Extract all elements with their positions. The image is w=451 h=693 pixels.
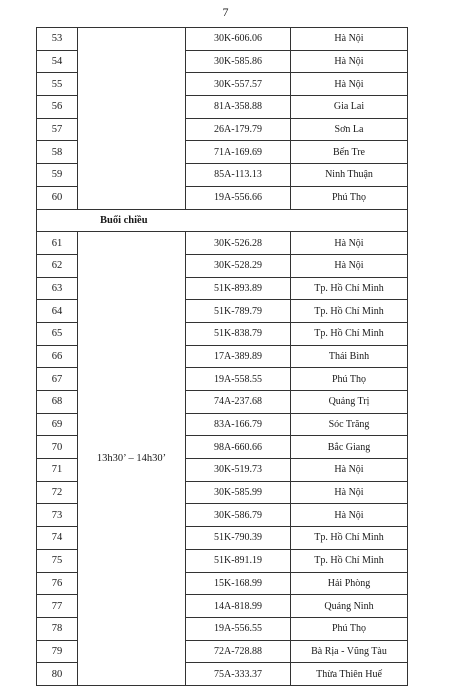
row-number: 79: [37, 640, 78, 663]
plate-auction-table: [36, 27, 408, 686]
plate-number: 71A-169.69: [186, 141, 291, 164]
row-number: 68: [37, 391, 78, 414]
table-body: [37, 28, 408, 686]
province: Bến Tre: [291, 141, 408, 164]
plate-number: 30K-585.86: [186, 50, 291, 73]
province: Tp. Hồ Chí Minh: [291, 277, 408, 300]
province: Hà Nội: [291, 232, 408, 255]
row-number: 63: [37, 277, 78, 300]
plate-number: 85A-113.13: [186, 164, 291, 187]
province: Hà Nội: [291, 254, 408, 277]
province: Sóc Trăng: [291, 413, 408, 436]
province: Hải Phòng: [291, 572, 408, 595]
province: Hà Nội: [291, 504, 408, 527]
province: Hà Nội: [291, 28, 408, 51]
row-number: 56: [37, 96, 78, 119]
row-number: 64: [37, 300, 78, 323]
time-slot-cell: 13h30’ – 14h30’: [78, 232, 186, 686]
province: Bắc Giang: [291, 436, 408, 459]
province: Quảng Ninh: [291, 595, 408, 618]
row-number: 78: [37, 617, 78, 640]
plate-number: 26A-179.79: [186, 118, 291, 141]
province: Tp. Hồ Chí Minh: [291, 549, 408, 572]
province: Bà Rịa - Vũng Tàu: [291, 640, 408, 663]
province: Sơn La: [291, 118, 408, 141]
row-number: 80: [37, 663, 78, 686]
province: Hà Nội: [291, 459, 408, 482]
province: Phú Thọ: [291, 186, 408, 209]
row-number: 70: [37, 436, 78, 459]
time-slot-cell: [78, 28, 186, 210]
row-number: 72: [37, 481, 78, 504]
row-number: 61: [37, 232, 78, 255]
plate-number: 15K-168.99: [186, 572, 291, 595]
plate-number: 98A-660.66: [186, 436, 291, 459]
plate-number: 51K-790.39: [186, 527, 291, 550]
row-number: 77: [37, 595, 78, 618]
plate-number: 74A-237.68: [186, 391, 291, 414]
section-header-row: [37, 209, 408, 232]
row-number: 54: [37, 50, 78, 73]
plate-number: 14A-818.99: [186, 595, 291, 618]
plate-number: 83A-166.79: [186, 413, 291, 436]
row-number: 66: [37, 345, 78, 368]
province: Gia Lai: [291, 96, 408, 119]
table-row: [37, 28, 408, 51]
province: Phú Thọ: [291, 617, 408, 640]
row-number: 58: [37, 141, 78, 164]
row-number: 59: [37, 164, 78, 187]
plate-number: 30K-586.79: [186, 504, 291, 527]
province: Tp. Hồ Chí Minh: [291, 322, 408, 345]
row-number: 75: [37, 549, 78, 572]
row-number: 69: [37, 413, 78, 436]
province: Thừa Thiên Huế: [291, 663, 408, 686]
plate-number: 19A-556.66: [186, 186, 291, 209]
row-number: 65: [37, 322, 78, 345]
row-number: 74: [37, 527, 78, 550]
plate-number: 75A-333.37: [186, 663, 291, 686]
row-number: 73: [37, 504, 78, 527]
row-number: 53: [37, 28, 78, 51]
plate-number: 30K-519.73: [186, 459, 291, 482]
plate-number: 51K-838.79: [186, 322, 291, 345]
row-number: 71: [37, 459, 78, 482]
plate-number: 30K-557.57: [186, 73, 291, 96]
table-row: [37, 232, 408, 255]
row-number: 62: [37, 254, 78, 277]
province: Thái Bình: [291, 345, 408, 368]
row-number: 60: [37, 186, 78, 209]
province: Ninh Thuận: [291, 164, 408, 187]
plate-number: 51K-893.89: [186, 277, 291, 300]
plate-number: 30K-585.99: [186, 481, 291, 504]
row-number: 67: [37, 368, 78, 391]
row-number: 76: [37, 572, 78, 595]
province: Tp. Hồ Chí Minh: [291, 300, 408, 323]
plate-number: 17A-389.89: [186, 345, 291, 368]
plate-number: 51K-789.79: [186, 300, 291, 323]
province: Hà Nội: [291, 73, 408, 96]
row-number: 55: [37, 73, 78, 96]
plate-number: 30K-606.06: [186, 28, 291, 51]
plate-number: 19A-558.55: [186, 368, 291, 391]
province: Hà Nội: [291, 481, 408, 504]
row-number: 57: [37, 118, 78, 141]
plate-number: 81A-358.88: [186, 96, 291, 119]
plate-number: 30K-528.29: [186, 254, 291, 277]
province: Tp. Hồ Chí Minh: [291, 527, 408, 550]
section-label: Buổi chiều: [37, 209, 408, 232]
plate-number: 30K-526.28: [186, 232, 291, 255]
page-number: 7: [222, 5, 229, 19]
plate-number: 19A-556.55: [186, 617, 291, 640]
province: Phú Thọ: [291, 368, 408, 391]
plate-number: 51K-891.19: [186, 549, 291, 572]
province: Hà Nội: [291, 50, 408, 73]
province: Quảng Trị: [291, 391, 408, 414]
plate-number: 72A-728.88: [186, 640, 291, 663]
